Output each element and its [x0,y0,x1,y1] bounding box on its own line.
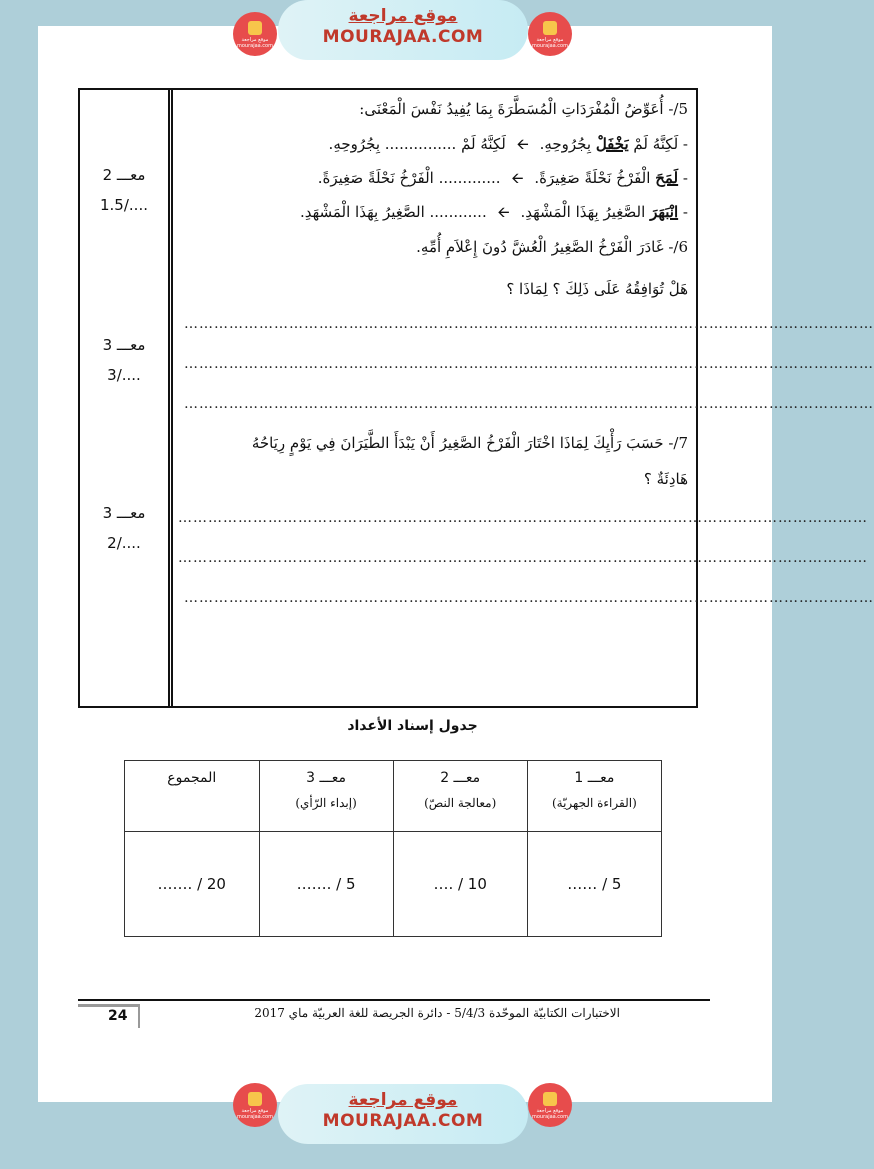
site-logo-left[interactable]: موقع مراجعة mourajaa.com [233,12,277,56]
site-name-latin: MOURAJAA.COM [322,27,484,47]
column-divider [168,90,173,706]
questions-frame [78,88,874,708]
question-7-title: 7/- حَسَبَ رَأْيِكَ لِمَاذَا اخْتَارَ الْفَرْخُ الصَّغِيرُ أَنْ يَبْدَأَ الطَّيَرَانَ فِي يَوْمٍ رِيَاحُهُ [251,434,688,452]
answer-line[interactable]: ………………………………………………………………………………………………………………………… [178,550,868,566]
footer-text: الاختبارات الكتابيّة الموحّدة 5/4/3 - دائرة الجريصة للغة العربيّة ماي 2017 [254,1006,620,1020]
answer-line[interactable]: ………………………………………………………………………………………………………………………… [178,510,868,526]
site-logo-right-bottom[interactable]: موقع مراجعة mourajaa.com [528,1083,572,1127]
question-6-title: 6/- غَادَرَ الْفَرْخُ الصَّغِيرُ الْعُشَّ دُونَ إِعْلاَمِ أُمِّهِ. [416,238,688,256]
score-box-q7 [80,498,168,558]
question-5-item-1: - لَكِنَّهُ لَمْ يَخْفَلْ بِجُرُوحِهِ. 🡨 لَكِنَّهُ لَمْ ............... بِجُرُوحِهِ. [328,135,688,153]
site-logo-right[interactable]: موقع مراجعة mourajaa.com [528,12,572,56]
answer-line[interactable]: ………………………………………………………………………………………………………………………… [184,356,874,372]
question-5-item-2: - لَمَحَ الْفَرْخُ نَحْلَةً صَغِيرَةً. 🡨 ............. الْفَرْخُ نَحْلَةً صَغِيرَةً. [317,169,688,187]
answer-blank[interactable]: ............ الصَّغِيرُ بِهَذَا الْمَشْهَدِ. [299,203,487,221]
score-mark: 1.5/.... [100,196,148,214]
arrow-icon: 🡨 [497,203,510,221]
grades-table-title: جدول إسناد الأعداد [347,718,478,734]
arrow-icon: 🡨 [511,169,524,187]
site-banner-top[interactable] [278,0,528,60]
site-name-latin: MOURAJAA.COM [322,1111,484,1131]
question-5-item-3: - انْبَهَرَ الصَّغِيرُ بِهَذَا الْمَشْهَدِ. 🡨 ............ الصَّغِيرُ بِهَذَا الْمَشْهَدِ. [299,203,688,221]
header-cell-c2: معـــ 2 (معالجة النصّ) [393,761,527,832]
answer-blank[interactable]: ............. الْفَرْخُ نَحْلَةً صَغِيرَةً. [317,169,501,187]
header-cell-total: المجموع [125,761,260,832]
header-cell-c3: معـــ 3 (إبداء الرّأي) [259,761,393,832]
criterion-code: معـــ 2 [102,166,146,184]
score-cell-c1[interactable]: …… / 5 [527,832,661,937]
underlined-word: انْبَهَرَ [650,203,679,221]
site-banner-bottom[interactable] [278,1084,528,1144]
underlined-word: يَخْفَلْ [595,135,629,153]
page-number: 24 [108,1008,128,1024]
footer-rule [78,999,710,1001]
question-5-title: 5/- أُعَوِّضُ الْمُفْرَدَاتِ الْمُسَطَّرَةَ بِمَا يُفِيدُ نَفْسَ الْمَعْنَى: [359,100,688,118]
answer-line[interactable]: ………………………………………………………………………………………………………………………… [184,316,874,332]
answer-line[interactable]: ………………………………………………………………………………………………………………………… [184,396,874,412]
question-7-title-cont: هَادِئَةٌ ؟ [643,470,688,488]
criterion-code: معـــ 3 [102,504,146,522]
answer-line[interactable]: ………………………………………………………………………………………………………………………… [184,590,874,606]
score-cell-c3[interactable]: ……. / 5 [259,832,393,937]
score-mark: 3/.... [107,366,141,384]
score-cell-total[interactable]: ……. / 20 [125,832,260,937]
site-name-arabic: موقع مراجعة [348,1090,458,1110]
answer-blank[interactable]: لَكِنَّهُ لَمْ ............... بِجُرُوحِهِ. [328,135,506,153]
header-cell-c1: معـــ 1 (القراءة الجهريّة) [527,761,661,832]
criterion-code: معـــ 3 [102,336,146,354]
grades-table [124,760,662,937]
score-cell-c2[interactable]: …. / 10 [393,832,527,937]
score-box-q6 [80,330,168,390]
score-mark: 2/.... [107,534,141,552]
score-box-q5 [80,160,168,220]
underlined-word: لَمَحَ [655,169,679,187]
site-name-arabic: موقع مراجعة [348,6,458,26]
site-logo-left-bottom[interactable]: موقع مراجعة mourajaa.com [233,1083,277,1127]
question-6-prompt: هَلْ تُوَافِقُهُ عَلَى ذَلِكَ ؟ لِمَاذَا ؟ [506,280,688,298]
arrow-icon: 🡨 [516,135,529,153]
